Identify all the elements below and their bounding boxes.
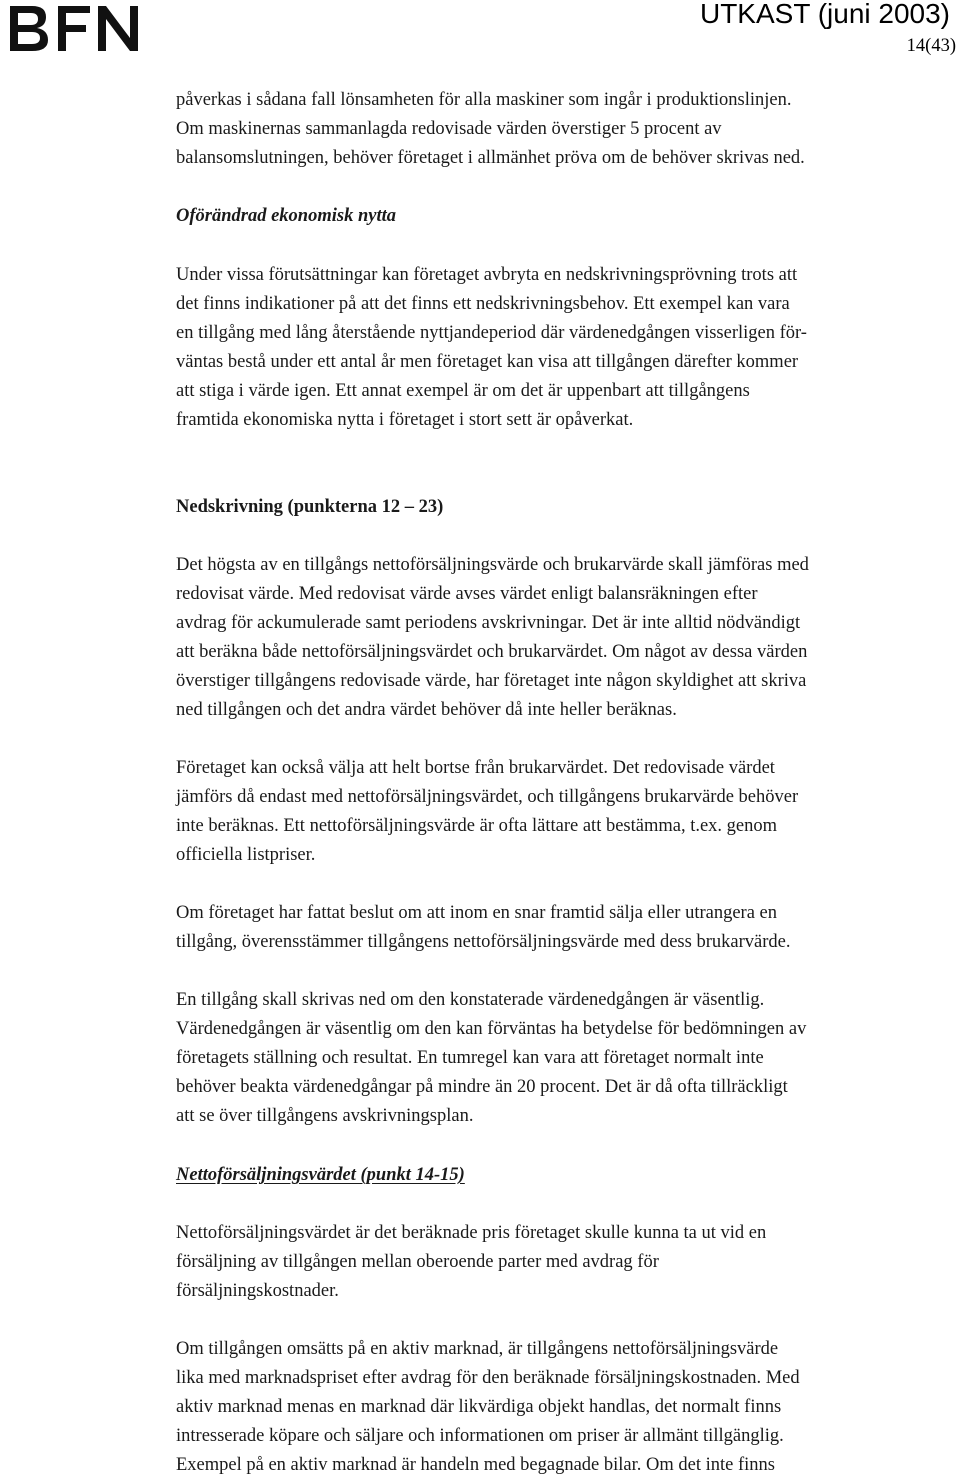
bfn-logo (6, 2, 141, 54)
text-line: inte beräknas. Ett nettoförsäljningsvärde är ofta lättare att bestämma, t.ex. genom (176, 816, 778, 836)
text-line: Företaget kan också välja att helt bortse från brukarvärdet. Det redovisade värdet (176, 758, 775, 778)
paragraph (176, 899, 960, 957)
text-line: ned tillgången och det andra värdet behöver då inte heller beräknas. (176, 700, 677, 720)
text-line: överstiger tillgångens redovisade värde, har företaget inte någon skyldighet att skriva (176, 671, 807, 691)
paragraph (176, 1219, 960, 1306)
text-line: avdrag för ackumulerade samt periodens avskrivningar. Det är inte alltid nödvändigt (176, 613, 801, 633)
text-line: lika med marknadspriset efter avdrag för den beräknade försäljningskostnaden. Med (176, 1368, 800, 1388)
text-line: Värdenedgången är väsentlig om den kan förväntas ha betydelse för bedömningen av (176, 1019, 807, 1039)
text-line: behöver beakta värdenedgångar på mindre än 20 procent. Det är då ofta tillräckligt (176, 1077, 788, 1097)
text-line: försäljningskostnader. (176, 1281, 339, 1301)
text-line: officiella listpriser. (176, 845, 316, 865)
paragraph (176, 754, 960, 870)
text-line: balansomslutningen, behöver företaget i allmänhet pröva om de behöver skrivas ned. (176, 148, 805, 168)
text-line: att se över tillgångens avskrivningsplan. (176, 1106, 474, 1126)
text-line: att beräkna både nettoförsäljningsvärdet och brukarvärdet. Om något av dessa värden (176, 642, 808, 662)
paragraph (176, 551, 960, 725)
text-line: tillgång, överensstämmer tillgångens nettoförsäljningsvärde med dess brukarvärde. (176, 932, 791, 952)
page-number: 14(43) (906, 36, 956, 56)
text-line: aktiv marknad menas en marknad där likvärdiga objekt handlas, det normalt finns (176, 1397, 782, 1417)
text-line: att stiga i värde igen. Ett annat exempel är om det är uppenbart att tillgångens (176, 381, 750, 401)
draft-label: UTKAST (juni 2003) (699, 0, 950, 29)
text-line: Nettoförsäljningsvärdet är det beräknade pris företaget skulle kunna ta ut vid en (176, 1223, 767, 1243)
section-heading: Nettoförsäljningsvärdet (punkt 14-15) (176, 1165, 465, 1185)
text-line: Under vissa förutsättningar kan företaget avbryta en nedskrivningsprövning trots att (176, 265, 798, 285)
text-line: intresserade köpare och säljare och informationen om priser är allmänt tillgänglig. (176, 1426, 784, 1446)
text-line: redovisat värde. Med redovisat värde avses värdet enligt balansräkningen efter (176, 584, 758, 604)
section-heading: Oförändrad ekonomisk nytta (176, 206, 396, 226)
text-line: det finns indikationer på att det finns ett nedskrivningsbehov. Ett exempel kan vara (176, 294, 790, 314)
text-line: företagets ställning och resultat. En tumregel kan vara att företaget normalt inte (176, 1048, 764, 1068)
text-line: en tillgång med lång återstående nyttjandeperiod där värdenedgången visserligen för- (176, 323, 807, 343)
paragraph (176, 1335, 960, 1480)
text-line: En tillgång skall skrivas ned om den konstaterade värdenedgången är väsentlig. (176, 990, 765, 1010)
text-line: Exempel på en aktiv marknad är handeln med begagnade bilar. Om det inte finns (176, 1455, 775, 1475)
paragraph (176, 261, 960, 435)
section-heading: Nedskrivning (punkterna 12 – 23) (176, 497, 444, 517)
text-line: väntas bestå under ett antal år men företaget kan visa att tillgången därefter kommer (176, 352, 799, 372)
text-line: Det högsta av en tillgångs nettoförsäljningsvärde och brukarvärde skall jämföras med (176, 555, 809, 575)
document-body (176, 86, 960, 1480)
text-line: Om företaget har fattat beslut om att inom en snar framtid sälja eller utrangera en (176, 903, 778, 923)
text-line: påverkas i sådana fall lönsamheten för alla maskiner som ingår i produktionslinjen. (176, 90, 792, 110)
text-line: jämförs då endast med nettoförsäljningsvärdet, och tillgångens brukarvärde behöver (176, 787, 799, 807)
text-line: Om tillgången omsätts på en aktiv marknad, är tillgångens nettoförsäljningsvärde (176, 1339, 779, 1359)
text-line: framtida ekonomiska nytta i företaget i stort sett är opåverkat. (176, 410, 634, 430)
text-line: försäljning av tillgången mellan oberoende parter med avdrag för (176, 1252, 659, 1272)
paragraph (176, 86, 960, 173)
paragraph (176, 986, 960, 1131)
text-line: Om maskinernas sammanlagda redovisade värden överstiger 5 procent av (176, 119, 722, 139)
